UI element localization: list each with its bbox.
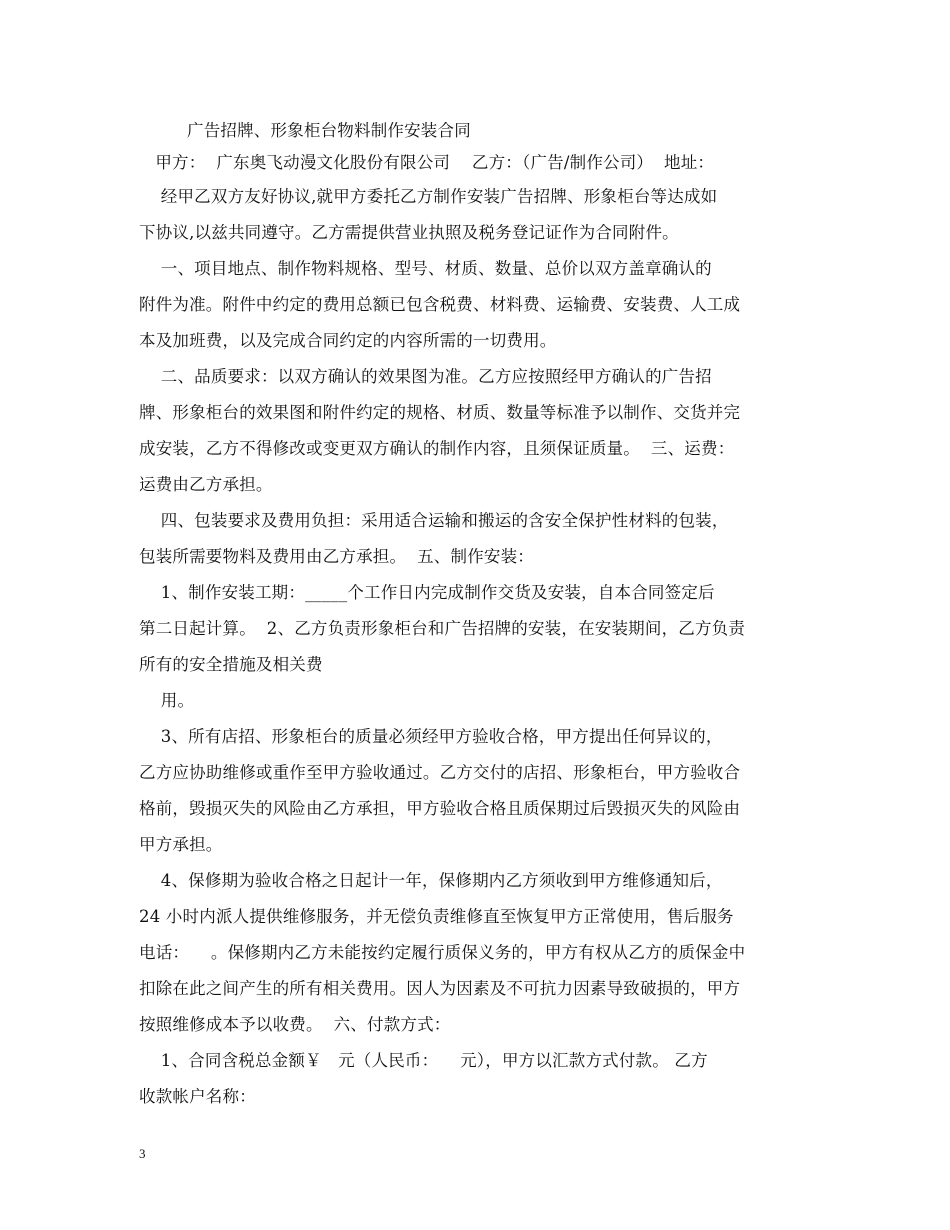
body-line: 下协议,以兹共同遵守。乙方需提供营业执照及税务登记证作为合同附件。 [139, 223, 679, 242]
body-line: 一、项目地点、制作物料规格、型号、材质、数量、总价以双方盖章确认的 [139, 259, 712, 278]
body-line: 24 小时内派人提供维修服务，并无偿负责维修直至恢复甲方正常使用，售后服务 [139, 907, 734, 926]
body-line: 格前，毁损灭失的风险由乙方承担，甲方验收合格且质保期过后毁损灭失的风险由 [139, 799, 741, 818]
body-line: 本及加班费，以及完成合同约定的内容所需的一切费用。 [139, 331, 557, 350]
body-line: 按照维修成本予以收费。 六、付款方式： [139, 1015, 451, 1034]
body-line: 收款帐户名称： [139, 1087, 256, 1106]
body-line: 4、保修期为验收合格之日起计一年，保修期内乙方须收到甲方维修通知后， [139, 871, 723, 890]
body-line: 扣除在此之间产生的所有相关费用。因人为因素及不可抗力因素导致破损的，甲方 [139, 979, 741, 998]
body-line: 包装所需要物料及费用由乙方承担。 五、制作安装： [139, 547, 534, 566]
body-line: 第二日起计算。 2、乙方负责形象柜台和广告招牌的安装，在安装期间，乙方负责 [139, 619, 746, 638]
body-line: 二、品质要求：以双方确认的效果图为准。乙方应按照经甲方确认的广告招 [139, 367, 712, 386]
document-title: 广告招牌、形象柜台物料制作安装合同 [187, 121, 471, 140]
body-line: 牌、形象柜台的效果图和附件约定的规格、材质、数量等标准予以制作、交货并完 [139, 403, 741, 422]
page-number: 3 [139, 1146, 146, 1161]
body-line: 甲方承担。 [139, 835, 223, 854]
body-line: 成安装，乙方不得修改或变更双方确认的制作内容，且须保证质量。 三、运费： [139, 439, 735, 458]
body-line: 所有的安全措施及相关费 [139, 655, 323, 674]
body-line: 1、制作安装工期：_____个工作日内完成制作交货及安装，自本合同签定后 [139, 583, 715, 602]
body-line: 经甲乙双方友好协议,就甲方委托乙方制作安装广告招牌、形象柜台等达成如 [139, 187, 718, 206]
body-line: 四、包装要求及费用负担：采用适合运输和搬运的含安全保护性材料的包装， [139, 511, 729, 530]
body-line: 3、所有店招、形象柜台的质量必须经甲方验收合格，甲方提出任何异议的， [139, 727, 723, 746]
party-info-line: 甲方： 广东奥飞动漫文化股份有限公司 乙方：（广告/制作公司） 地址： [139, 153, 715, 172]
body-line: 附件为准。附件中约定的费用总额已包含税费、材料费、运输费、安装费、人工成 [139, 295, 741, 314]
body-line: 1、合同含税总金额￥ 元（人民币： 元），甲方以汇款方式付款。 乙方 [139, 1051, 708, 1070]
body-line: 用。 [139, 691, 195, 710]
body-line: 乙方应协助维修或重作至甲方验收通过。乙方交付的店招、形象柜台，甲方验收合 [139, 763, 741, 782]
body-line: 电话： 。保修期内乙方未能按约定履行质保义务的，甲方有权从乙方的质保金中 [139, 943, 746, 962]
body-line: 运费由乙方承担。 [139, 475, 273, 494]
